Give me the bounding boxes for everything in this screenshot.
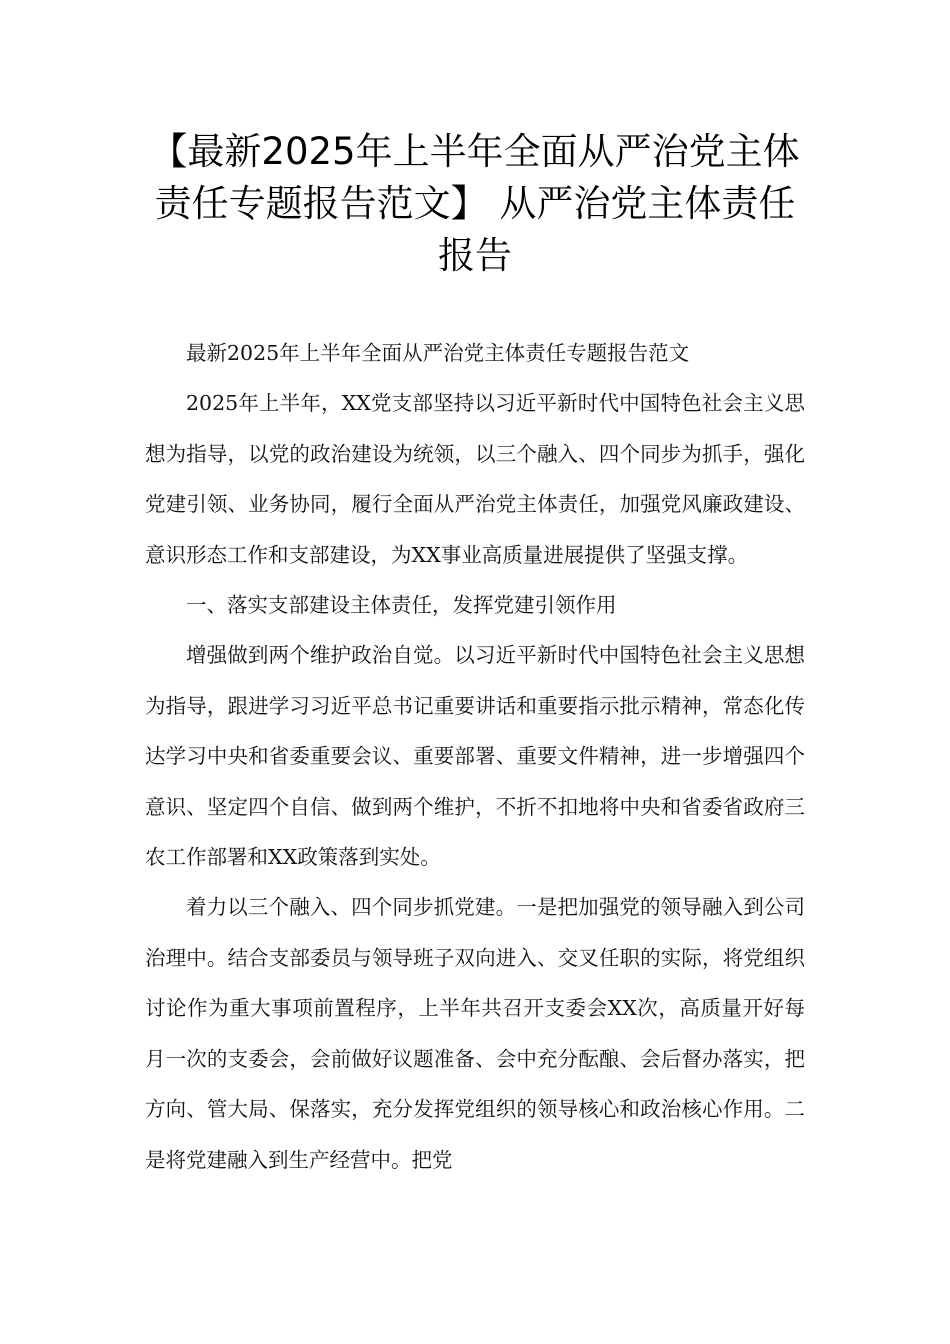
paragraph-party-building: 着力以三个融入、四个同步抓党建。一是把加强党的领导融入到公司治理中。结合支部委员与领导班子双向进入、交叉任职的实际，将党组织讨论作为重大事项前置程序，上半年共召开支委会XX次，高质量开好每月一次的支委会，会前做好议题准备、会中充分酝酿、会后督办落实，把方向、管大局、保落实，充分发挥党组织的领导核心和政治核心作用。二是将党建融入到生产经营中。把党: [145, 895, 805, 1172]
paragraph-subtitle: 最新2025年上半年全面从严治党主体责任专题报告范文: [186, 341, 690, 365]
document-body: [145, 328, 805, 1185]
paragraph-political-awareness: 增强做到两个维护政治自觉。以习近平新时代中国特色社会主义思想为指导，跟进学习习近平总书记重要讲话和重要指示批示精神，常态化传达学习中央和省委重要会议、重要部署、重要文件精神，进一步增强四个意识、坚定四个自信、做到两个维护，不折不扣地将中央和省委省政府三农工作部署和XX政策落到实处。: [145, 643, 805, 870]
paragraph-intro: 2025年上半年，XX党支部坚持以习近平新时代中国特色社会主义思想为指导，以党的政治建设为统领，以三个融入、四个同步为抓手，强化党建引领、业务协同，履行全面从严治党主体责任，加强党风廉政建设、意识形态工作和支部建设，为XX事业高质量进展提供了坚强支撑。: [145, 391, 805, 567]
document-title: 【最新2025年上半年全面从严治党主体责任专题报告范文】 从严治党主体责任报告: [150, 130, 800, 277]
section-heading-1: 一、落实支部建设主体责任，发挥党建引领作用: [186, 593, 617, 618]
